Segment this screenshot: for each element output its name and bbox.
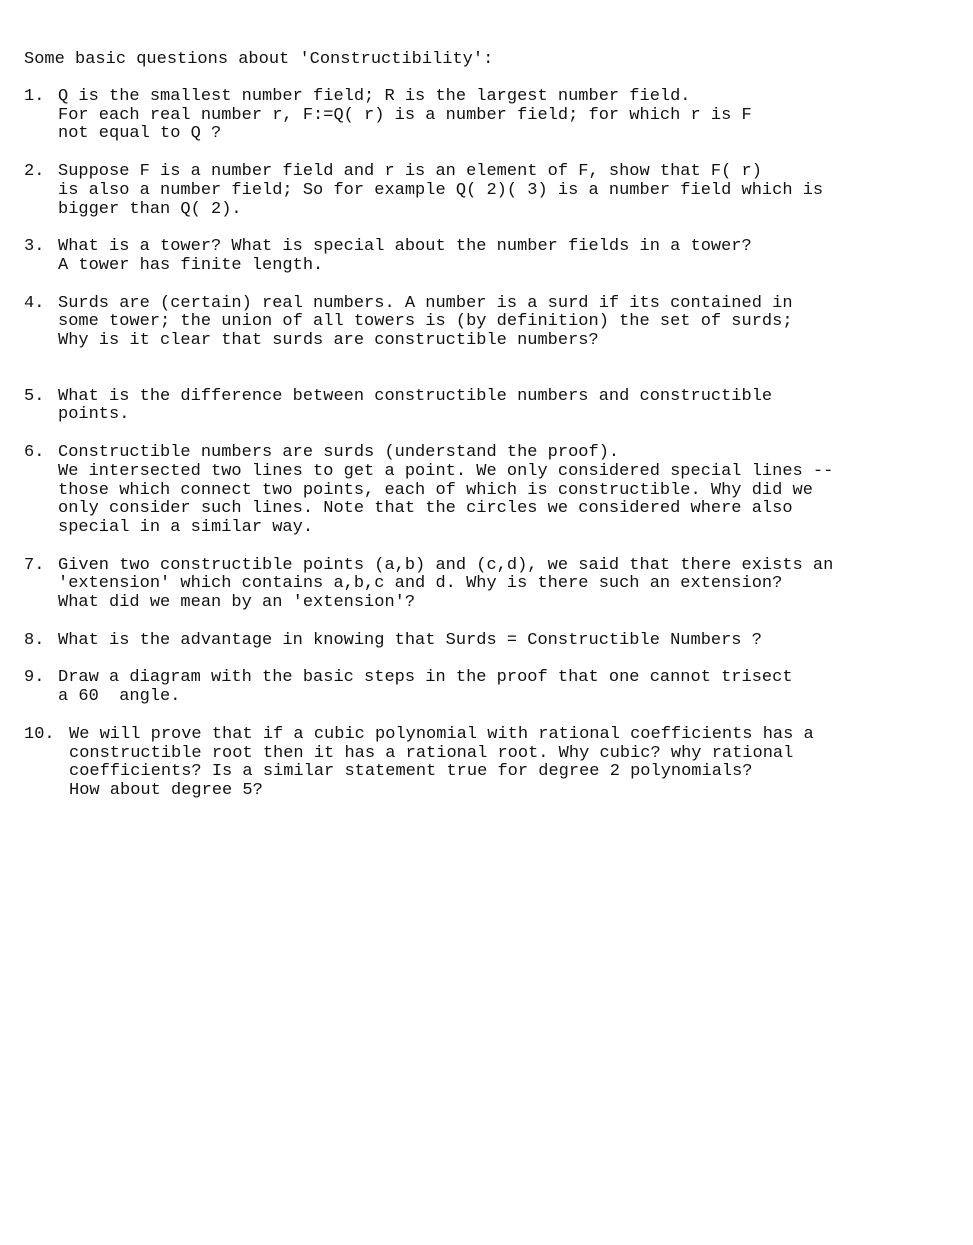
question-line: those which connect two points, each of which is constructible. Why did we (58, 480, 813, 500)
question-line: A tower has finite length. (58, 255, 324, 275)
question-item (24, 669, 954, 706)
question-line: What did we mean by an 'extension'? (58, 593, 416, 613)
question-line: What is the advantage in knowing that Surds = Constructible Numbers ? (58, 630, 762, 650)
question-number: 1. (24, 87, 45, 106)
question-line: not equal to Q ? (58, 124, 222, 144)
question-line: We will prove that if a cubic polynomial with rational coefficients has a (69, 724, 814, 744)
question-text (58, 238, 954, 275)
question-item (24, 88, 954, 144)
question-line: a 60 angle. (58, 687, 181, 707)
question-line: constructible root then it has a rational root. Why cubic? why rational (69, 743, 794, 763)
question-line: Surds are (certain) real numbers. A number is a surd if its contained in (58, 293, 793, 313)
question-item (24, 444, 954, 538)
question-item (24, 295, 954, 351)
question-line: coefficients? Is a similar statement true for degree 2 polynomials? (69, 762, 753, 782)
question-item (24, 726, 954, 801)
question-number: 10. (24, 724, 55, 744)
question-text (69, 726, 954, 801)
question-line: some tower; the union of all towers is (by definition) the set of surds; (58, 312, 793, 332)
question-line: points. (58, 405, 130, 425)
question-number: 9. (24, 668, 45, 688)
question-text (58, 557, 954, 613)
question-line: Why is it clear that surds are constructible numbers? (58, 331, 599, 351)
question-text (58, 632, 954, 651)
question-line: special in a similar way. (58, 517, 314, 537)
question-text (58, 444, 954, 538)
question-item (24, 163, 954, 219)
question-line: For each real number r, F:=Q( r) is a number field; for which r is F (58, 105, 752, 125)
question-line: Draw a diagram with the basic steps in the proof that one cannot trisect (58, 668, 793, 688)
question-line: Q is the smallest number field; R is the largest number field. (58, 87, 691, 106)
question-line: is also a number field; So for example Q( 2)( 3) is a number field which is (58, 180, 824, 200)
question-text (58, 295, 954, 351)
question-number: 7. (24, 555, 45, 575)
question-text (58, 669, 954, 706)
question-line: 'extension' which contains a,b,c and d. Why is there such an extension? (58, 574, 783, 594)
question-text (58, 88, 954, 144)
question-line: Constructible numbers are surds (understand the proof). (58, 443, 620, 463)
document-heading: Some basic questions about 'Constructibility': (24, 50, 494, 69)
question-number: 4. (24, 293, 45, 313)
question-line: We intersected two lines to get a point. We only considered special lines -- (58, 461, 834, 481)
question-item (24, 238, 954, 275)
question-number: 8. (24, 630, 45, 650)
question-line: What is the difference between constructible numbers and constructible (58, 386, 773, 406)
question-line: bigger than Q( 2). (58, 199, 242, 219)
question-line: How about degree 5? (69, 780, 263, 800)
question-number: 5. (24, 386, 45, 406)
question-text (58, 163, 954, 219)
question-text (58, 388, 954, 425)
question-line: only consider such lines. Note that the circles we considered where also (58, 499, 793, 519)
question-number: 3. (24, 237, 45, 257)
question-item (24, 632, 954, 651)
question-item (24, 388, 954, 425)
question-number: 6. (24, 443, 45, 463)
question-item (24, 557, 954, 613)
question-line: Given two constructible points (a,b) and (c,d), we said that there exists an (58, 555, 834, 575)
question-line: Suppose F is a number field and r is an element of F, show that F( r) (58, 162, 762, 182)
document-page (24, 50, 954, 820)
question-number: 2. (24, 162, 45, 182)
question-line: What is a tower? What is special about the number fields in a tower? (58, 237, 752, 257)
question-list (24, 88, 954, 801)
